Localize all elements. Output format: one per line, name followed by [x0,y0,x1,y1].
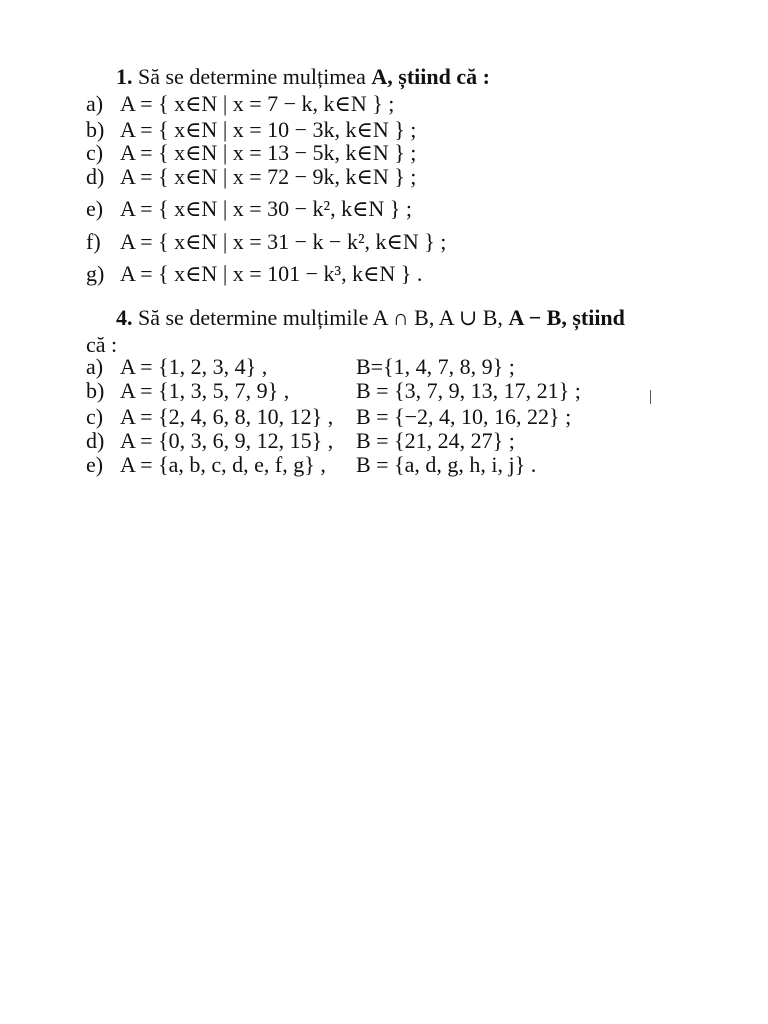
item-label: f) [86,229,101,254]
exercise-4-item-e-setA [86,452,326,478]
item-label: g) [86,261,105,286]
item-text: A = { x∈N | x = 7 − k, k∈N } ; [120,91,395,116]
exercise-4-item-c-setB: B = {−2, 4, 10, 16, 22} ; [356,404,572,429]
exercise-4-item-e-setB: B = {a, d, g, h, i, j} . [356,452,537,477]
exercise-4-title [116,305,625,331]
item-text: A = { x∈N | x = 101 − k³, k∈N } . [120,261,423,286]
item-label: d) [86,428,105,453]
exercise-4-item-b-setB: B = {3, 7, 9, 13, 17, 21} ; [356,378,581,403]
item-label: e) [86,452,104,477]
exercise-4-item-d-setA [86,428,333,454]
exercise-4-title-tail: A − B, știind [508,305,625,330]
item-label: a) [86,354,104,379]
item-text: A = { x∈N | x = 30 − k², k∈N } ; [120,196,412,221]
exercise-1-item-f [86,229,446,255]
set-a: A = {1, 2, 3, 4} , [120,354,268,379]
set-a: A = {1, 3, 5, 7, 9} , [120,378,290,403]
exercise-1-title-text: Să se determine mulțimea [138,64,366,89]
exercise-4-item-a-setA [86,354,267,380]
item-label: c) [86,140,104,165]
exercise-1-number: 1. [116,64,133,89]
exercise-4-title-text: Să se determine mulțimile A ∩ B, A ∪ B, [138,305,503,330]
exercise-4-item-a-setB: B={1, 4, 7, 8, 9} ; [356,354,515,379]
scan-artifact-mark [650,390,651,404]
exercise-1-title-tail: A, știind că : [371,64,490,89]
set-a: A = {0, 3, 6, 9, 12, 15} , [120,428,334,453]
exercise-4-item-b-setA [86,378,289,404]
item-label: b) [86,117,105,142]
exercise-1-item-d [86,164,416,190]
exercise-4-title-cont: că : [86,332,118,357]
exercise-1-item-e [86,196,412,222]
exercise-1-title [116,64,490,90]
set-a: A = {2, 4, 6, 8, 10, 12} , [120,404,334,429]
exercise-4-number: 4. [116,305,133,330]
exercise-4-item-c-setA [86,404,333,430]
item-label: b) [86,378,105,403]
item-text: A = { x∈N | x = 10 − 3k, k∈N } ; [120,117,417,142]
item-label: d) [86,164,105,189]
item-label: e) [86,196,104,221]
item-text: A = { x∈N | x = 13 − 5k, k∈N } ; [120,140,417,165]
set-a: A = {a, b, c, d, e, f, g} , [120,452,326,477]
item-label: c) [86,404,104,429]
exercise-1-item-g [86,261,422,287]
item-text: A = { x∈N | x = 72 − 9k, k∈N } ; [120,164,417,189]
item-label: a) [86,91,104,116]
item-text: A = { x∈N | x = 31 − k − k², k∈N } ; [120,229,447,254]
exercise-1-item-c [86,140,416,166]
exercise-1-item-a [86,91,394,117]
exercise-4-item-d-setB: B = {21, 24, 27} ; [356,428,515,453]
